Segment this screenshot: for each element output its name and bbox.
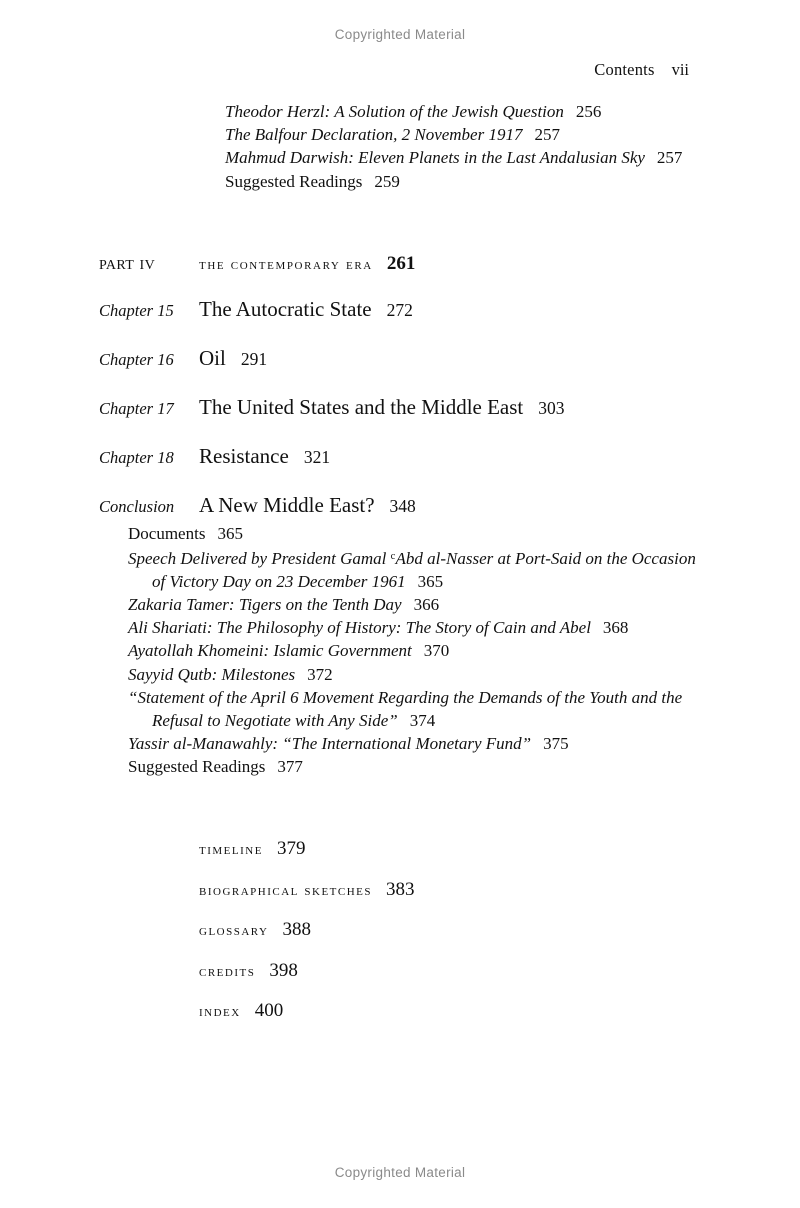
- back-matter-row: [199, 960, 699, 982]
- chapter-row: [99, 394, 699, 421]
- chapter-title-text: Resistance: [199, 444, 289, 468]
- copyright-watermark-top: Copyrighted Material: [334, 27, 466, 42]
- toc-page-number: 259: [374, 171, 400, 191]
- chapter-label: Chapter 16: [99, 350, 174, 369]
- toc-document-entry: [128, 616, 699, 639]
- top-documents-list: [225, 100, 695, 193]
- toc-document-title: Speech Delivered by President Gamal $^c$Abd al-Nasser at Port-Said on the Occasion of Victory Day on 23 December 1961: [128, 548, 696, 591]
- toc-page-number: 257: [656, 148, 683, 168]
- chapter-title: [199, 346, 267, 370]
- running-head: [99, 60, 689, 80]
- part-title-cell: [199, 253, 699, 275]
- toc-document-entry: [128, 686, 699, 732]
- toc-document-title: Mahmud Darwish: Eleven Planets in the Last Andalusian Sky: [225, 148, 645, 168]
- chapter-title: [199, 395, 565, 419]
- toc-page-number: 370: [423, 641, 450, 661]
- chapter-title-cell: [199, 296, 699, 323]
- back-matter-page: 400: [254, 1000, 284, 1021]
- back-matter-page: 379: [276, 838, 306, 859]
- toc-document-entry: [128, 639, 699, 662]
- toc-page-number: 256: [575, 102, 602, 121]
- back-matter-label: biographical sketches: [199, 881, 373, 899]
- chapter-title: [199, 297, 413, 321]
- back-matter-label: glossary: [199, 922, 269, 939]
- toc-document-entry: [225, 146, 695, 169]
- part-section: [99, 253, 699, 779]
- toc-document-entry: [128, 545, 699, 593]
- toc-page-number: 368: [602, 618, 629, 638]
- chapter-title-text: The Autocratic State: [199, 297, 372, 321]
- conclusion-title-text: A New Middle East?: [199, 493, 375, 517]
- chapter-label: Chapter 15: [99, 301, 174, 320]
- toc-document-entry: [225, 123, 695, 146]
- chapter-title-text: Oil: [199, 346, 226, 370]
- chapter-title-text: The United States and the Middle East: [199, 395, 524, 419]
- part-title-text: the contemporary era: [199, 256, 373, 273]
- toc-document-entry: [128, 755, 699, 778]
- back-matter-row: [199, 879, 699, 901]
- toc-page-number: 372: [307, 664, 333, 684]
- toc-document-title: Ali Shariati: The Philosophy of History: The Story of Cain and Abel: [128, 618, 591, 638]
- part-page: 261: [386, 253, 416, 274]
- documents-heading-row: [128, 522, 699, 545]
- toc-document-title: Zakaria Tamer: Tigers on the Tenth Day: [128, 595, 402, 615]
- toc-document-entry: [128, 593, 699, 616]
- chapter-row: [99, 443, 699, 470]
- back-matter-page: 383: [386, 878, 415, 900]
- chapter-page: 321: [303, 447, 331, 467]
- toc-document-title: Suggested Readings: [225, 171, 363, 191]
- chapter-label: Chapter 18: [99, 448, 174, 467]
- chapter-page: 291: [240, 349, 268, 369]
- toc-page-number: 366: [413, 595, 440, 615]
- back-matter-label: credits: [199, 962, 256, 980]
- ayn-glyph: c: [390, 551, 396, 563]
- part-row: [99, 253, 699, 275]
- toc-document-title: Ayatollah Khomeini: Islamic Government: [128, 641, 412, 661]
- chapter-label: Chapter 17: [99, 399, 174, 418]
- back-matter-row: [199, 1000, 699, 1022]
- conclusion-row: [99, 492, 699, 519]
- chapter-page: 272: [386, 300, 413, 320]
- toc-page-number: 377: [277, 757, 303, 777]
- chapter-page: 303: [538, 398, 565, 418]
- running-head-folio: vii: [671, 60, 689, 79]
- chapter-title: [199, 444, 330, 468]
- conclusion-label: Conclusion: [99, 497, 175, 516]
- toc-document-title: Theodor Herzl: A Solution of the Jewish Question: [225, 102, 564, 121]
- back-matter-label: index: [199, 1003, 241, 1020]
- chapter-row: [99, 345, 699, 372]
- back-matter-row: [199, 838, 699, 860]
- back-matter-row: [199, 919, 699, 941]
- toc-page-number: 257: [534, 125, 560, 145]
- chapter-rows: [99, 296, 699, 470]
- part-title: [199, 253, 416, 274]
- toc-page-number: 365: [417, 571, 444, 591]
- toc-document-title: The Balfour Declaration, 2 November 1917: [225, 125, 523, 145]
- toc-document-title: Sayyid Qutb: Milestones: [128, 664, 296, 684]
- toc-document-title: Yassir al-Manawahly: “The International Monetary Fund”: [128, 734, 532, 754]
- chapter-title-cell: [199, 345, 699, 372]
- back-matter-page: 388: [282, 919, 311, 940]
- conclusion-page: 348: [389, 496, 416, 516]
- chapter-title-cell: [199, 394, 699, 421]
- toc-document-entry: [225, 100, 695, 123]
- conclusion-title: [199, 493, 416, 517]
- part-label: part iv: [99, 253, 156, 274]
- chapter-title-cell: [199, 443, 699, 470]
- conclusion-documents-list: [128, 522, 699, 779]
- conclusion-title-cell: [199, 492, 699, 519]
- back-matter-page: 398: [269, 959, 298, 981]
- back-matter-list: [199, 838, 699, 1041]
- toc-page-number: 374: [409, 711, 436, 731]
- toc-page-number: 375: [543, 734, 569, 754]
- running-head-label: Contents: [594, 60, 655, 79]
- documents-heading-page: 365: [217, 524, 243, 543]
- copyright-watermark-bottom: Copyrighted Material: [334, 1165, 466, 1180]
- toc-document-entry: [128, 663, 699, 686]
- toc-document-title: “Statement of the April 6 Movement Regarding the Demands of the Youth and the Refusal to Negotiate with Any Side”: [128, 687, 683, 731]
- back-matter-label: timeline: [199, 841, 263, 858]
- toc-document-title: Suggested Readings: [128, 757, 266, 777]
- chapter-row: [99, 296, 699, 323]
- toc-document-entry: [225, 170, 695, 193]
- documents-heading: Documents: [128, 524, 206, 543]
- toc-document-entry: [128, 732, 699, 755]
